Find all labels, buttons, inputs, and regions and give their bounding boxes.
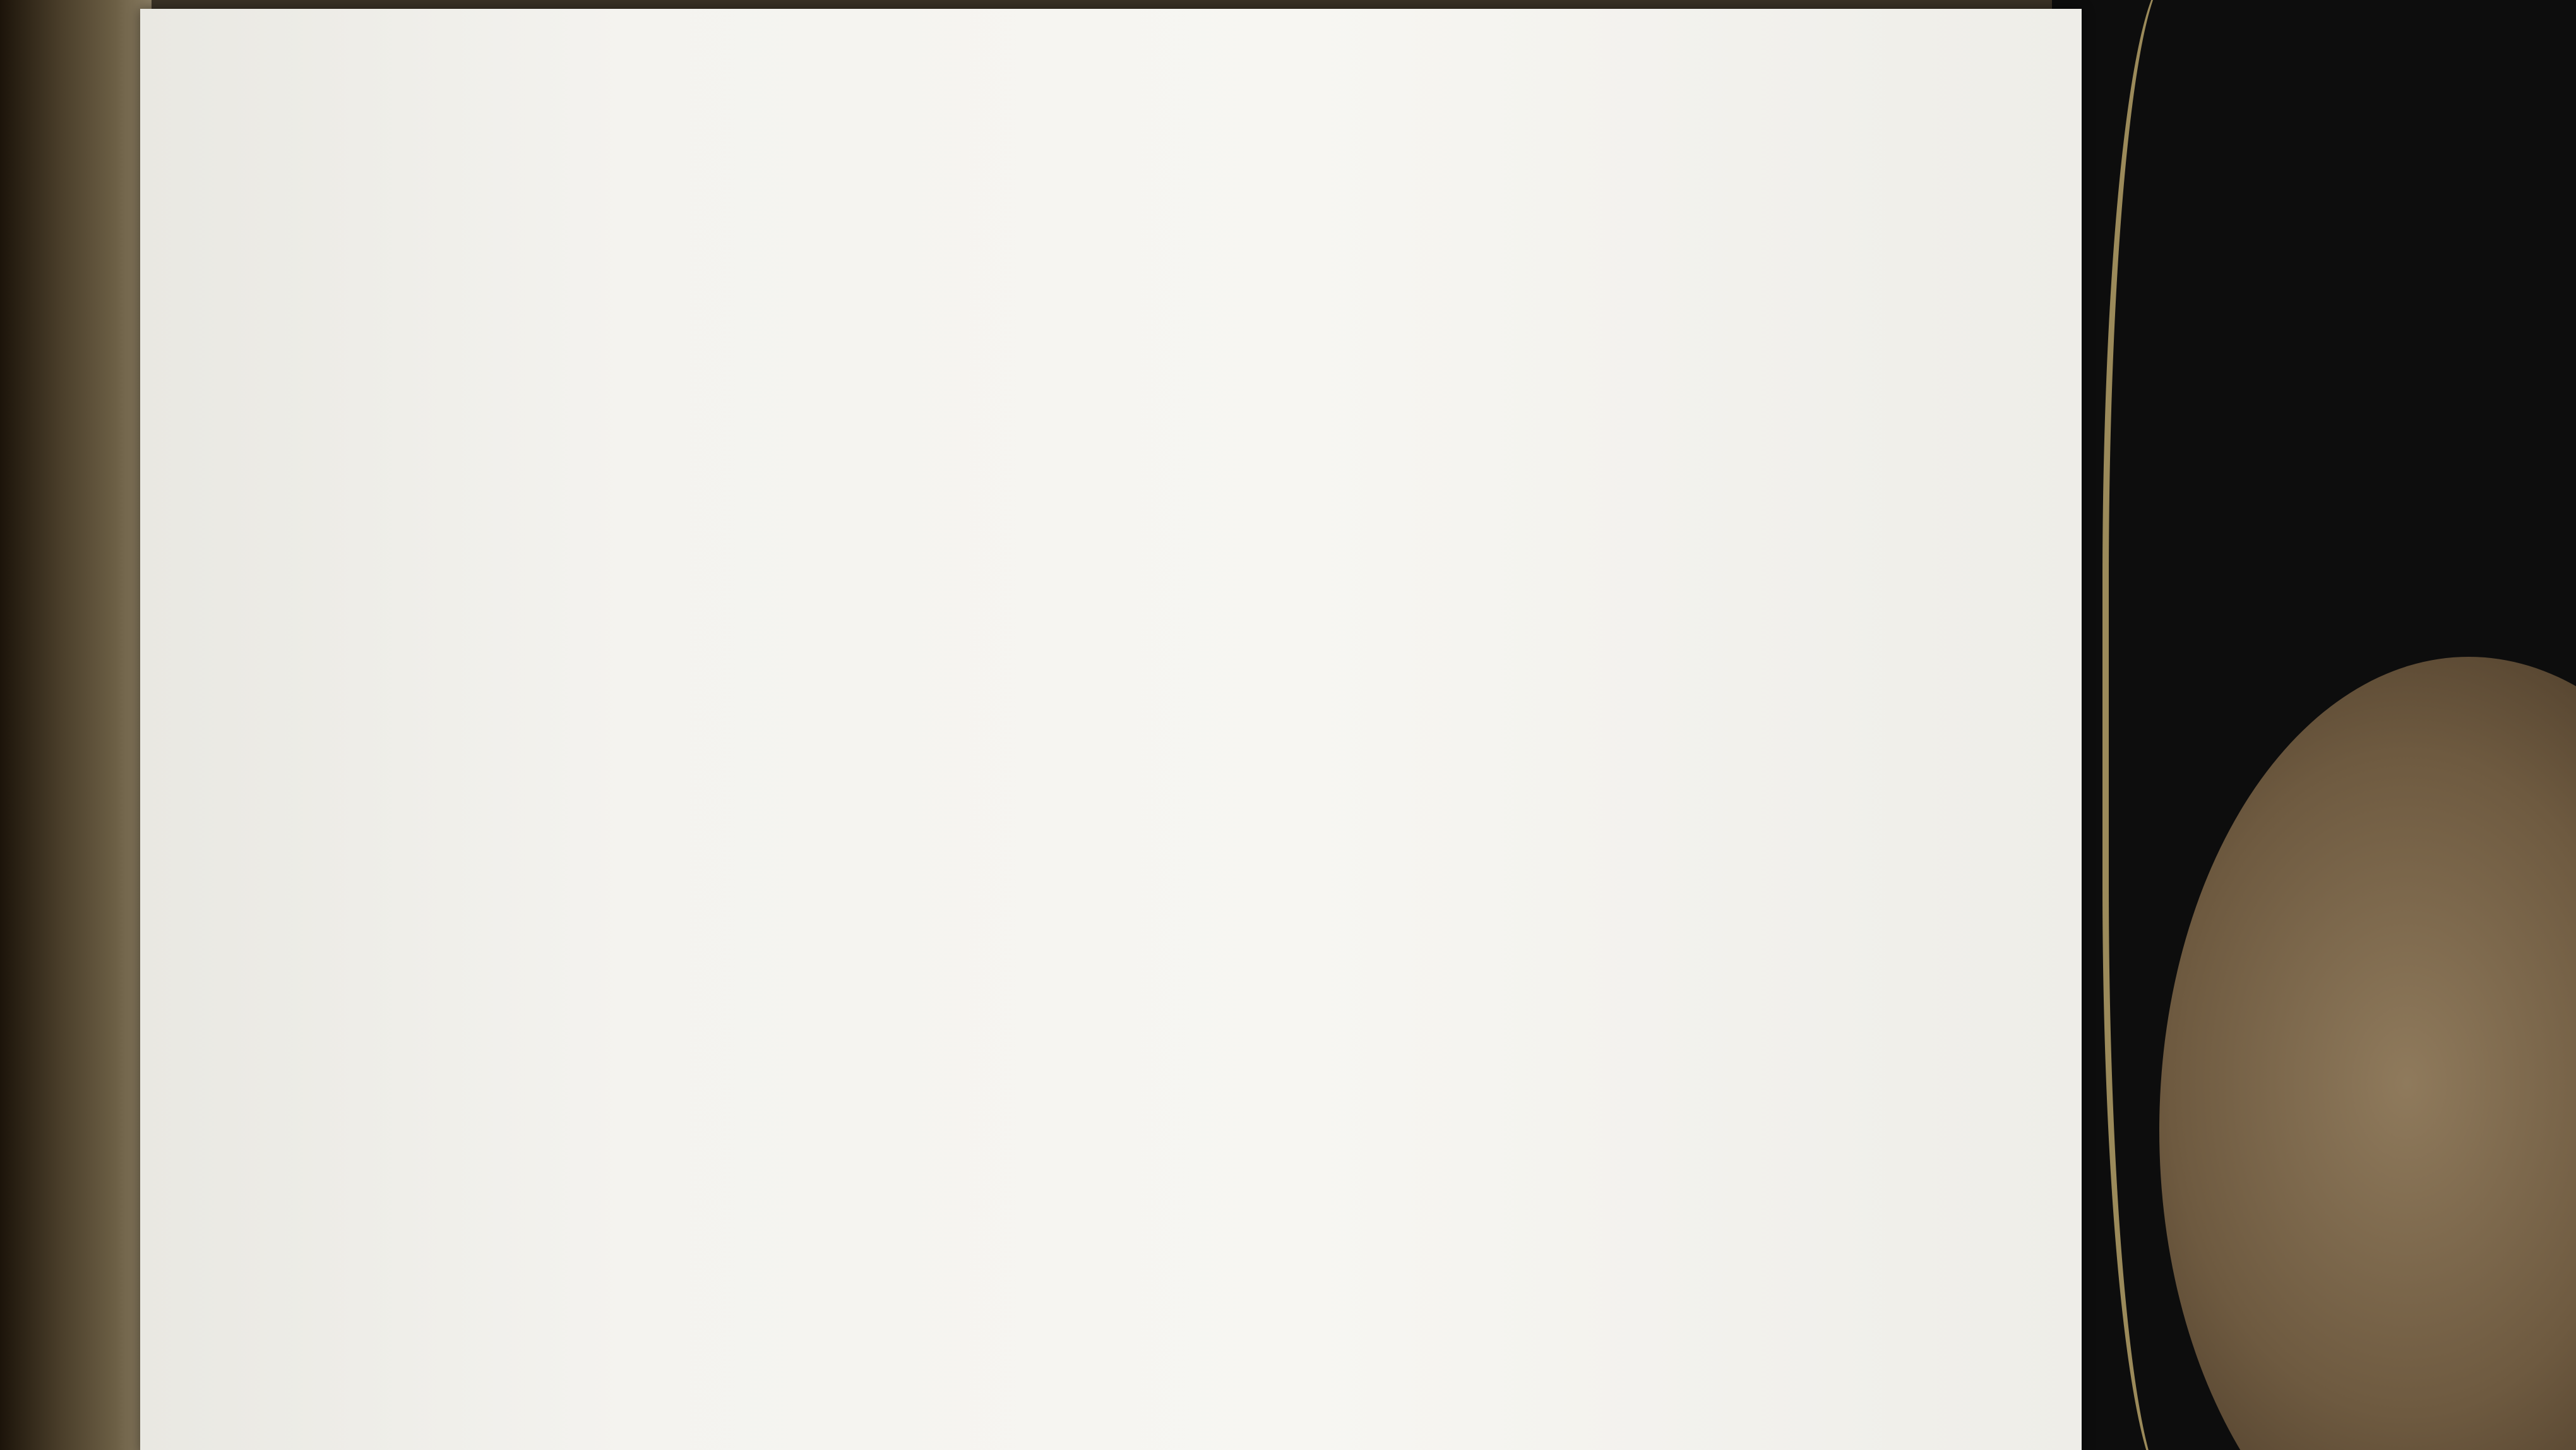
table-surface bbox=[0, 0, 152, 1450]
document-page bbox=[1806, 0, 2576, 34]
paper-sheet bbox=[140, 9, 2082, 1450]
